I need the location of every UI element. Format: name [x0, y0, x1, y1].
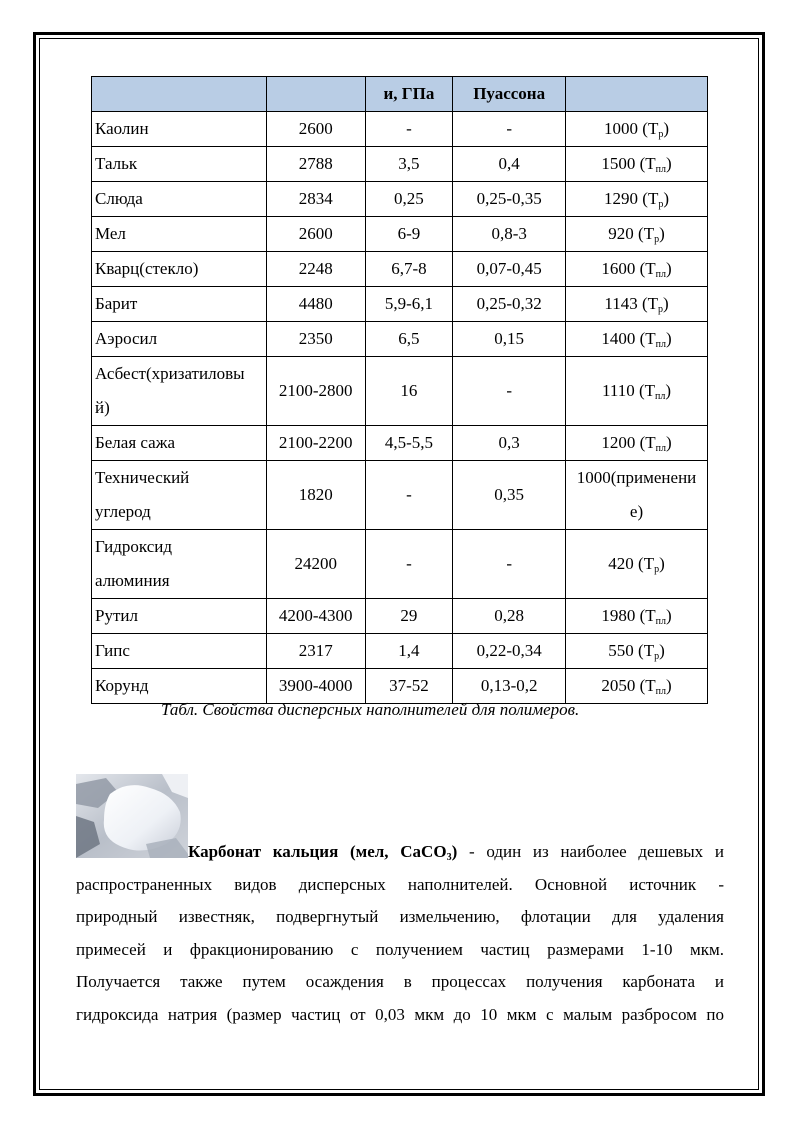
header-cell: и, ГПа: [365, 77, 453, 112]
modulus-cell: 5,9-6,1: [365, 287, 453, 322]
temperature-cell: 1200 $(T_{пл})$: [566, 426, 708, 461]
poisson-cell: 0,13-0,2: [453, 669, 566, 704]
density-cell: 2248: [266, 252, 365, 287]
density-cell: 3900-4000: [266, 669, 365, 704]
poisson-cell: 0,25-0,35: [453, 182, 566, 217]
filler-name: Тальк: [92, 147, 267, 182]
poisson-cell: 0,22-0,34: [453, 634, 566, 669]
modulus-cell: 3,5: [365, 147, 453, 182]
density-cell: 2350: [266, 322, 365, 357]
poisson-cell: 0,3: [453, 426, 566, 461]
paragraph-line: Получается также путем осаждения в процессах получения карбоната и: [76, 972, 724, 991]
density-cell: 2100-2800: [266, 357, 365, 426]
table-caption: Табл. Свойства дисперсных наполнителей для полимеров.: [161, 700, 580, 719]
density-cell: 4200-4300: [266, 599, 365, 634]
temperature-cell: 920 $(T_р)$: [566, 217, 708, 252]
paragraph-line: гидроксида натрия (размер частиц от 0,03 мкм до 10 мкм с малым разбросом по: [76, 1004, 724, 1024]
table-row: [92, 287, 708, 322]
temperature-cell: 1000(применени е): [566, 461, 708, 530]
density-cell: 2788: [266, 147, 365, 182]
filler-name: Асбест(хризатиловы й): [92, 357, 267, 426]
filler-name: Барит: [92, 287, 267, 322]
header-cell: [92, 77, 267, 112]
temperature-cell: 1290 $(T_р)$: [566, 182, 708, 217]
density-cell: 4480: [266, 287, 365, 322]
calcium-carbonate-paragraph: [76, 836, 724, 1031]
modulus-cell: 6,5: [365, 322, 453, 357]
filler-name: Рутил: [92, 599, 267, 634]
density-cell: 2600: [266, 112, 365, 147]
density-cell: 2100-2200: [266, 426, 365, 461]
table-row: [92, 669, 708, 704]
poisson-cell: 0,28: [453, 599, 566, 634]
table-row: [92, 112, 708, 147]
modulus-cell: 29: [365, 599, 453, 634]
poisson-cell: 0,35: [453, 461, 566, 530]
paragraph-line: Карбонат кальция (мел, CaCO$_3$) - один из наиболее дешевых и: [188, 842, 725, 863]
temperature-cell: 1500 $(T_{пл})$: [566, 147, 708, 182]
poisson-cell: -: [453, 530, 566, 599]
paragraph-line: примесей и фракционированию с получением частиц размерами 1-10 мкм.: [76, 939, 724, 959]
modulus-cell: 6-9: [365, 217, 453, 252]
table-row: [92, 599, 708, 634]
header-cell: [566, 77, 708, 112]
density-cell: 2600: [266, 217, 365, 252]
temperature-cell: 550 $(T_р)$: [566, 634, 708, 669]
filler-name: Технический углерод: [92, 461, 267, 530]
poisson-cell: 0,25-0,32: [453, 287, 566, 322]
modulus-cell: 0,25: [365, 182, 453, 217]
temperature-cell: 1980 $(T_{пл})$: [566, 599, 708, 634]
filler-name: Кварц(стекло): [92, 252, 267, 287]
table-row: [92, 530, 708, 599]
temperature-cell: 2050 $(T_{пл})$: [566, 669, 708, 704]
paragraph-line: природный известняк, подвергнутый измельчению, флотации для удаления: [76, 907, 724, 926]
table-row: [92, 182, 708, 217]
table-row: [92, 217, 708, 252]
table-row: [92, 461, 708, 530]
density-cell: 1820: [266, 461, 365, 530]
modulus-cell: 37-52: [365, 669, 453, 704]
header-cell: Пуассона: [453, 77, 566, 112]
modulus-cell: 1,4: [365, 634, 453, 669]
filler-name: Аэросил: [92, 322, 267, 357]
modulus-cell: 4,5-5,5: [365, 426, 453, 461]
modulus-cell: -: [365, 112, 453, 147]
density-cell: 24200: [266, 530, 365, 599]
density-cell: 2834: [266, 182, 365, 217]
modulus-cell: -: [365, 530, 453, 599]
table-header-row: [92, 77, 708, 112]
temperature-cell: 1143 $(T_р)$: [566, 287, 708, 322]
table-row: [92, 147, 708, 182]
filler-name: Гидроксид алюминия: [92, 530, 267, 599]
paragraph-line: распространенных видов дисперсных наполнителей. Основной источник -: [76, 874, 724, 894]
filler-name: Белая сажа: [92, 426, 267, 461]
table-row: [92, 357, 708, 426]
filler-name: Слюда: [92, 182, 267, 217]
table-row: [92, 252, 708, 287]
modulus-cell: 6,7-8: [365, 252, 453, 287]
poisson-cell: 0,8-3: [453, 217, 566, 252]
density-cell: 2317: [266, 634, 365, 669]
modulus-cell: 16: [365, 357, 453, 426]
poisson-cell: -: [453, 112, 566, 147]
filler-name: Мел: [92, 217, 267, 252]
fillers-properties-table: [91, 76, 708, 704]
table-row: [92, 426, 708, 461]
temperature-cell: 1400 $(T_{пл})$: [566, 322, 708, 357]
filler-name: Гипс: [92, 634, 267, 669]
table-row: [92, 322, 708, 357]
modulus-cell: -: [365, 461, 453, 530]
poisson-cell: 0,15: [453, 322, 566, 357]
paragraph-bold-lead: Карбонат кальция (мел, CaCO$_3$): [188, 842, 458, 863]
header-cell: [266, 77, 365, 112]
temperature-cell: 420 $(T_р)$: [566, 530, 708, 599]
temperature-cell: 1110 $(T_{пл})$: [566, 357, 708, 426]
table-row: [92, 634, 708, 669]
poisson-cell: -: [453, 357, 566, 426]
temperature-cell: 1600 $(T_{пл})$: [566, 252, 708, 287]
filler-name: Каолин: [92, 112, 267, 147]
filler-name: Корунд: [92, 669, 267, 704]
poisson-cell: 0,4: [453, 147, 566, 182]
poisson-cell: 0,07-0,45: [453, 252, 566, 287]
temperature-cell: 1000 $(T_р)$: [566, 112, 708, 147]
